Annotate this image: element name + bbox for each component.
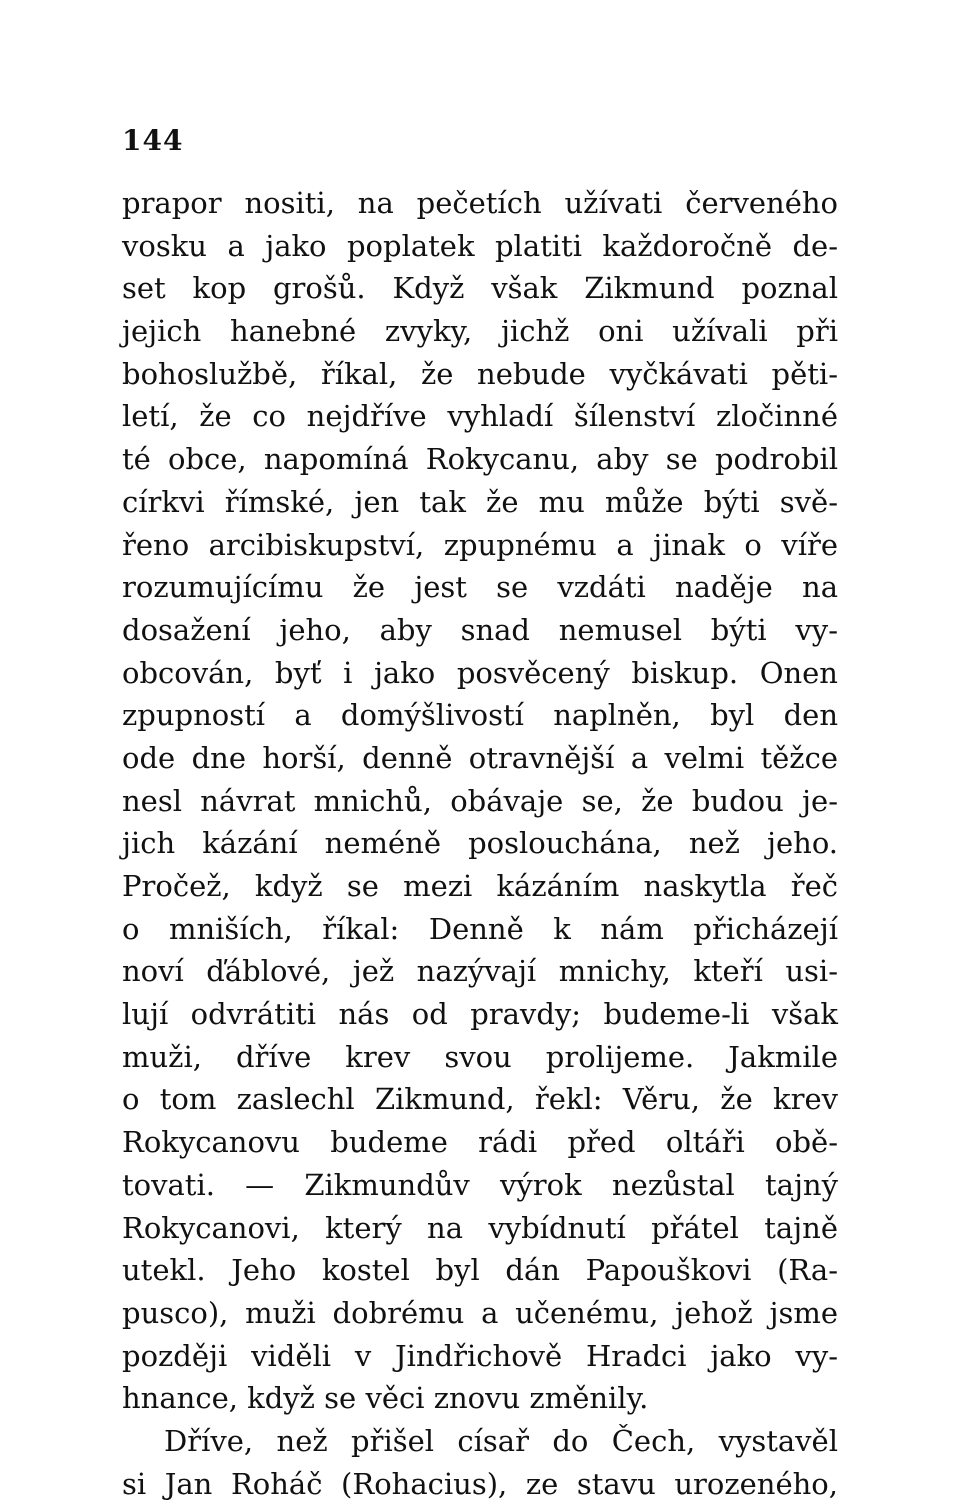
text-line: rozumujícímu že jest se vzdáti naděje na — [122, 570, 838, 605]
text-line: muži, dříve krev svou prolijeme. Jakmile — [122, 1039, 838, 1074]
text-line: prapor nositi, na pečetích užívati červeného — [122, 186, 838, 220]
text-line: o mniších, říkal: Denně k nám přicházejí — [122, 911, 838, 946]
text-line: církvi římské, jen tak že mu může býti svě- — [122, 484, 838, 519]
text-line: utekl. Jeho kostel byl dán Papouškovi (Ra- — [122, 1253, 838, 1288]
text-line: Rokycanovu budeme rádi před oltáři obě- — [122, 1125, 838, 1160]
text-line: tovati. — Zikmundův výrok nezůstal tajný — [122, 1167, 838, 1202]
text-line: Pročež, když se mezi kázáním naskytla řeč — [122, 869, 838, 903]
text-line: ode dne horší, denně otravnější a velmi těžce — [122, 740, 838, 775]
text-line: té obce, napomíná Rokycanu, aby se podrobil — [122, 442, 838, 477]
paragraph-start-line: Dříve, než přišel císař do Čech, vystavěl — [164, 1423, 838, 1458]
text-line: jich kázání neméně poslouchána, než jeho. — [122, 826, 838, 861]
text-line: zpupností a domýšlivostí naplněn, byl den — [122, 698, 838, 733]
text-line: dosažení jeho, aby snad nemusel býti vy- — [122, 612, 838, 647]
text-line: noví ďáblové, jež nazývají mnichy, kteří usi- — [122, 954, 838, 989]
text-line: obcován, byť i jako posvěcený biskup. Onen — [122, 655, 838, 690]
text-line: letí, že co nejdříve vyhladí šílenství zločinné — [122, 399, 838, 434]
text-line: pusco), muži dobrému a učenému, jehož jsme — [122, 1295, 838, 1330]
text-line: jejich hanebné zvyky, jichž oni užívali při — [122, 314, 838, 349]
text-line: lují odvrátiti nás od pravdy; budeme-li však — [122, 997, 838, 1032]
page-number: 144 — [122, 124, 184, 157]
text-line: později viděli v Jindřichově Hradci jako vy- — [122, 1338, 838, 1373]
text-line: vosku a jako poplatek platiti každoročně de- — [122, 228, 838, 263]
text-line: si Jan Roháč (Rohacius), ze stavu urozeného, — [122, 1466, 838, 1501]
paragraph-end-line: hnance, když se věci znovu změnily. — [122, 1381, 649, 1416]
text-line: nesl návrat mnichů, obávaje se, že budou je- — [122, 783, 838, 818]
text-line: bohoslužbě, říkal, že nebude vyčkávati pěti- — [122, 356, 838, 391]
body-text — [122, 182, 838, 1505]
text-line: set kop grošů. Když však Zikmund poznal — [122, 271, 838, 306]
text-line: o tom zaslechl Zikmund, řekl: Věru, že krev — [122, 1082, 838, 1117]
text-line: Rokycanovi, který na vybídnutí přátel tajně — [122, 1210, 838, 1245]
text-line: řeno arcibiskupství, zpupnému a jinak o víře — [122, 527, 838, 562]
